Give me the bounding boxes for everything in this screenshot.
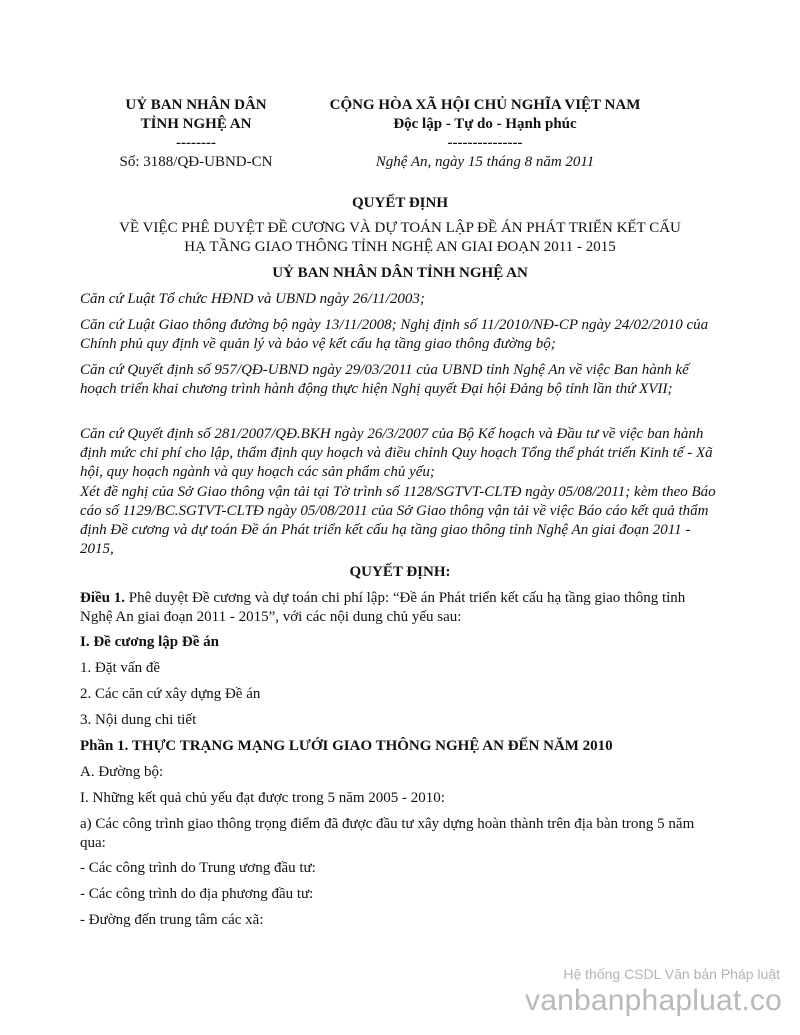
document-number: Số: 3188/QĐ-UBND-CN xyxy=(119,154,273,170)
article-1 xyxy=(80,589,720,627)
document-title: QUYẾT ĐỊNH xyxy=(352,195,448,211)
preamble-1: Căn cứ Luật Tổ chức HĐND và UBND ngày 26/11/2003; xyxy=(80,291,425,307)
country-name: CỘNG HÒA XÃ HỘI CHỦ NGHĨA VIỆT NAM xyxy=(329,97,641,113)
issuer-divider: -------- xyxy=(176,135,216,151)
issuer-line2: TỈNH NGHỆ AN xyxy=(140,116,252,132)
decision-heading: QUYẾT ĐỊNH: xyxy=(349,564,451,580)
list-item: 3. Nội dung chi tiết xyxy=(80,712,197,728)
bullet-item: - Đường đến trung tâm các xã: xyxy=(80,912,264,928)
section-1-heading: I. Đề cương lập Đề án xyxy=(80,634,219,650)
document-subtitle-line2: HẠ TẦNG GIAO THÔNG TỈNH NGHỆ AN GIAI ĐOẠN 2011 - 2015 xyxy=(184,239,616,255)
preamble-5: Xét đề nghị của Sở Giao thông vận tải tại Tờ trình số 1128/SGTVT-CLTĐ ngày 05/08/2011; kèm theo Báo cáo số 1129/BC.SGTVT-CLTĐ ngày 05/08/2011 của Sở Giao thông vận tải về việc Báo cáo kết quả thẩm định Đề cương và dự toán Đề án Phát triển kết cấu hạ tầng giao thông tỉnh Nghệ An giai đoạn 2011 - 2015, xyxy=(80,484,716,557)
issuer-line1: UỶ BAN NHÂN DÂN xyxy=(125,97,267,113)
article-1-text: Phê duyệt Đề cương và dự toán chi phí lập: “Đề án Phát triển kết cấu hạ tầng giao thông tỉnh Nghệ An giai đoạn 2011 - 2015”, với các nội dung chủ yếu sau: xyxy=(80,590,686,625)
subitem-a: a) Các công trình giao thông trọng điểm đã được đầu tư xây dựng hoàn thành trên địa bàn trong 5 năm qua: xyxy=(80,816,695,851)
place-date: Nghệ An, ngày 15 tháng 8 năm 2011 xyxy=(375,154,595,170)
road-heading: A. Đường bộ: xyxy=(80,764,164,780)
part-1-heading: Phần 1. THỰC TRẠNG MẠNG LƯỚI GIAO THÔNG NGHỆ AN ĐẾN NĂM 2010 xyxy=(80,738,613,754)
watermark-caption: Hệ thống CSDL Văn bản Pháp luật xyxy=(563,966,780,982)
results-heading: I. Những kết quả chủ yếu đạt được trong 5 năm 2005 - 2010: xyxy=(80,790,445,806)
preamble-3: Căn cứ Quyết định số 957/QĐ-UBND ngày 29/03/2011 của UBND tỉnh Nghệ An về việc Ban hành kế hoạch triển khai chương trình hành động thực hiện Nghị quyết Đại hội Đảng bộ tỉnh lần thứ XVII; xyxy=(80,362,689,397)
issuer-block xyxy=(96,96,296,172)
document-subtitle-line1: VỀ VIỆC PHÊ DUYỆT ĐỀ CƯƠNG VÀ DỰ TOÁN LẬP ĐỀ ÁN PHÁT TRIỂN KẾT CẤU xyxy=(119,220,681,236)
watermark-site: vanbanphapluat.co xyxy=(525,984,782,1017)
preamble-2: Căn cứ Luật Giao thông đường bộ ngày 13/11/2008; Nghị định số 11/2010/NĐ-CP ngày 24/02/2010 của Chính phủ quy định về quản lý và bảo vệ kết cấu hạ tầng giao thông đường bộ; xyxy=(80,317,709,352)
bullet-item: - Các công trình do địa phương đầu tư: xyxy=(80,886,314,902)
list-item: 1. Đặt vấn đề xyxy=(80,660,160,676)
authority-heading: UỶ BAN NHÂN DÂN TỈNH NGHỆ AN xyxy=(272,265,528,281)
list-item: 2. Các căn cứ xây dựng Đề án xyxy=(80,686,261,702)
motto-divider: --------------- xyxy=(447,135,523,151)
motto: Độc lập - Tự do - Hạnh phúc xyxy=(393,116,577,132)
article-1-label: Điều 1. xyxy=(80,590,125,606)
national-motto-block xyxy=(300,96,670,172)
bullet-item: - Các công trình do Trung ương đầu tư: xyxy=(80,860,316,876)
preamble-4: Căn cứ Quyết định số 281/2007/QĐ.BKH ngày 26/3/2007 của Bộ Kế hoạch và Đầu tư về việc ban hành định mức chi phí cho lập, thẩm định quy hoạch và điều chỉnh Quy hoạch Tổng thể phát triển Kinh tế - Xã hội, quy hoạch ngành và quy hoạch các sản phẩm chủ yếu; xyxy=(80,426,713,480)
